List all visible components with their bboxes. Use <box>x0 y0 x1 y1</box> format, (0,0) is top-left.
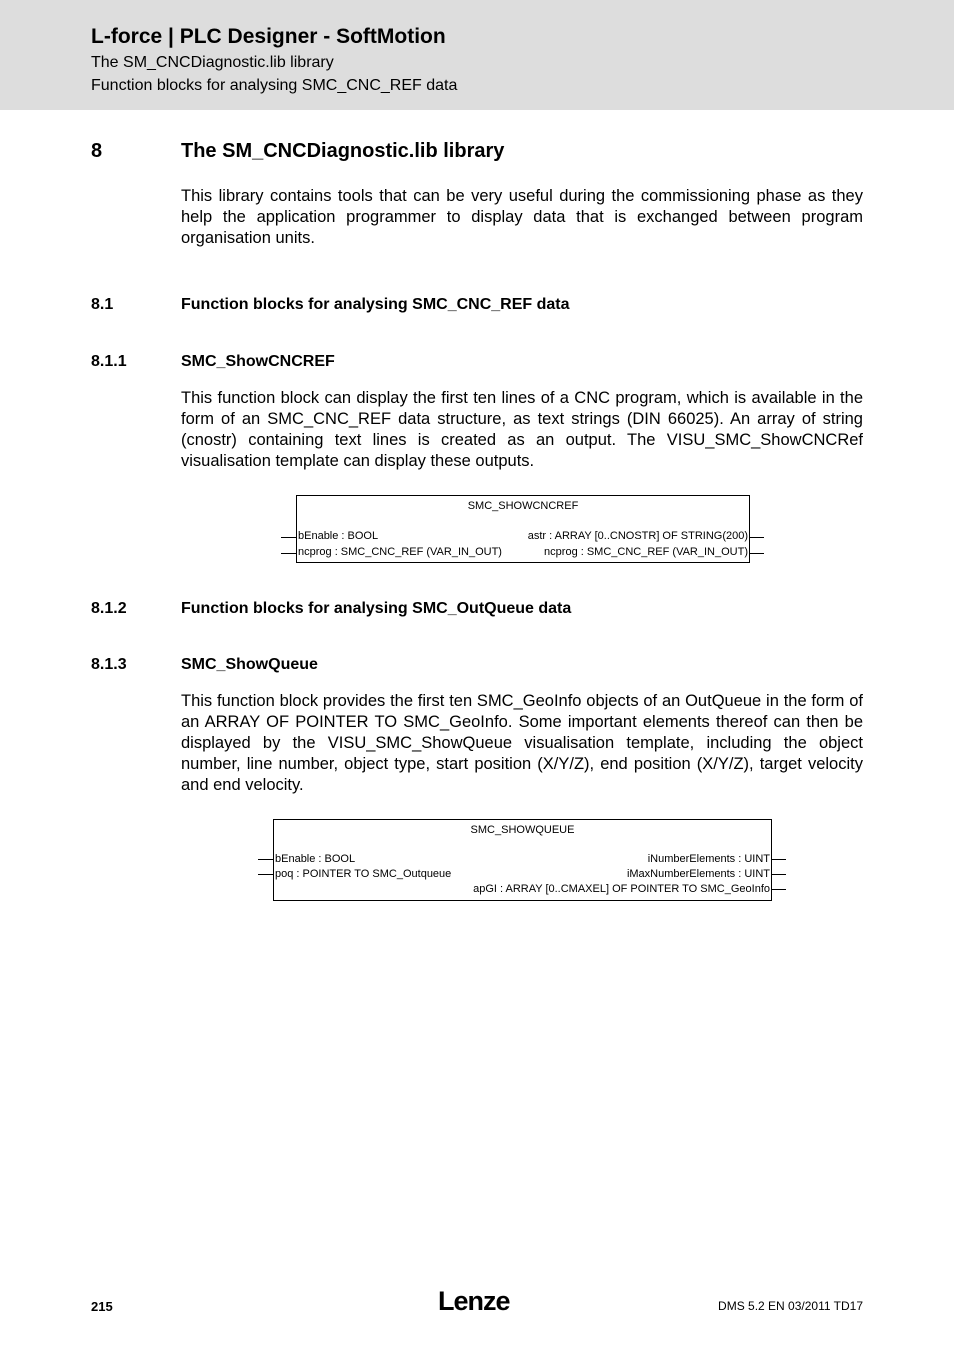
fb-output-inumberelements: iNumberElements : UINT <box>647 853 770 865</box>
manual-title: L-force | PLC Designer - SoftMotion <box>91 25 446 48</box>
section-8-1-1-text: This function block can display the first ten lines of a CNC program, which is available in the form of an SMC_CNC_REF data structure, as text strings (DIN 66025). An array of string (cnostr) containing text lines is created as an output. The VISU_SMC_ShowCNCRef visualisation template can display these outputs. <box>181 389 863 470</box>
fb-output-ncprog: ncprog : SMC_CNC_REF (VAR_IN_OUT) <box>544 546 748 558</box>
lenze-logo: Lenze <box>438 1286 510 1316</box>
fb-output-apgi: apGI : ARRAY [0..CMAXEL] OF POINTER TO SMC_GeoInfo <box>473 883 770 895</box>
section-8-1-3-text: This function block provides the first ten SMC_GeoInfo objects of an OutQueue in the form of an ARRAY OF POINTER TO SMC_GeoInfo. Some important elements thereof can then be displayed by the VISU_SMC_ShowQueue visualisation template, including the object number, line number, object type, start position (X/Y/Z), end position (X/Y/Z), target velocity and end velocity. <box>181 692 863 794</box>
header-chapter: The SM_CNCDiagnostic.lib library <box>91 54 334 71</box>
section-8-1-1-title: SMC_ShowCNCREF <box>181 353 335 370</box>
fb-smc-showcncref-diagram <box>296 495 750 563</box>
section-8-1-number: 8.1 <box>91 296 114 313</box>
fb-output-imaxnumberelements: iMaxNumberElements : UINT <box>626 868 770 880</box>
pin-line <box>749 537 764 538</box>
header-section: Function blocks for analysing SMC_CNC_REF data <box>91 77 458 94</box>
fb-name: SMC_SHOWCNCREF <box>467 500 579 512</box>
pin-line <box>258 859 273 860</box>
pin-line <box>258 874 273 875</box>
page-number: 215 <box>91 1299 113 1314</box>
pin-line <box>771 874 786 875</box>
fb-input-ncprog: ncprog : SMC_CNC_REF (VAR_IN_OUT) <box>298 546 502 558</box>
section-8-1-1-number: 8.1.1 <box>91 353 127 370</box>
document-id: DMS 5.2 EN 03/2011 TD17 <box>718 1299 863 1313</box>
fb-smc-showqueue-diagram <box>273 819 772 901</box>
section-8-1-3-number: 8.1.3 <box>91 656 127 673</box>
fb-name: SMC_SHOWQUEUE <box>470 824 575 836</box>
section-8-1-title: Function blocks for analysing SMC_CNC_REF data <box>181 296 570 313</box>
chapter-number: 8 <box>91 140 103 162</box>
section-8-1-2-title: Function blocks for analysing SMC_OutQueue data <box>181 600 572 617</box>
pin-line <box>771 889 786 890</box>
fb-input-benable: bEnable : BOOL <box>275 853 356 865</box>
fb-output-astr: astr : ARRAY [0..CNOSTR] OF STRING(200) <box>527 530 748 542</box>
page-header <box>0 0 954 110</box>
fb-input-benable: bEnable : BOOL <box>298 530 379 542</box>
pin-line <box>749 553 764 554</box>
section-8-1-3-title: SMC_ShowQueue <box>181 656 318 673</box>
pin-line <box>281 537 296 538</box>
chapter-title: The SM_CNCDiagnostic.lib library <box>181 140 505 162</box>
fb-input-poq: poq : POINTER TO SMC_Outqueue <box>275 868 452 880</box>
section-8-1-2-number: 8.1.2 <box>91 600 127 617</box>
chapter-intro: This library contains tools that can be very useful during the commissioning phase as they help the application programmer to display data that is exchanged between program organisation units. <box>181 187 863 247</box>
pin-line <box>771 859 786 860</box>
pin-line <box>281 553 296 554</box>
